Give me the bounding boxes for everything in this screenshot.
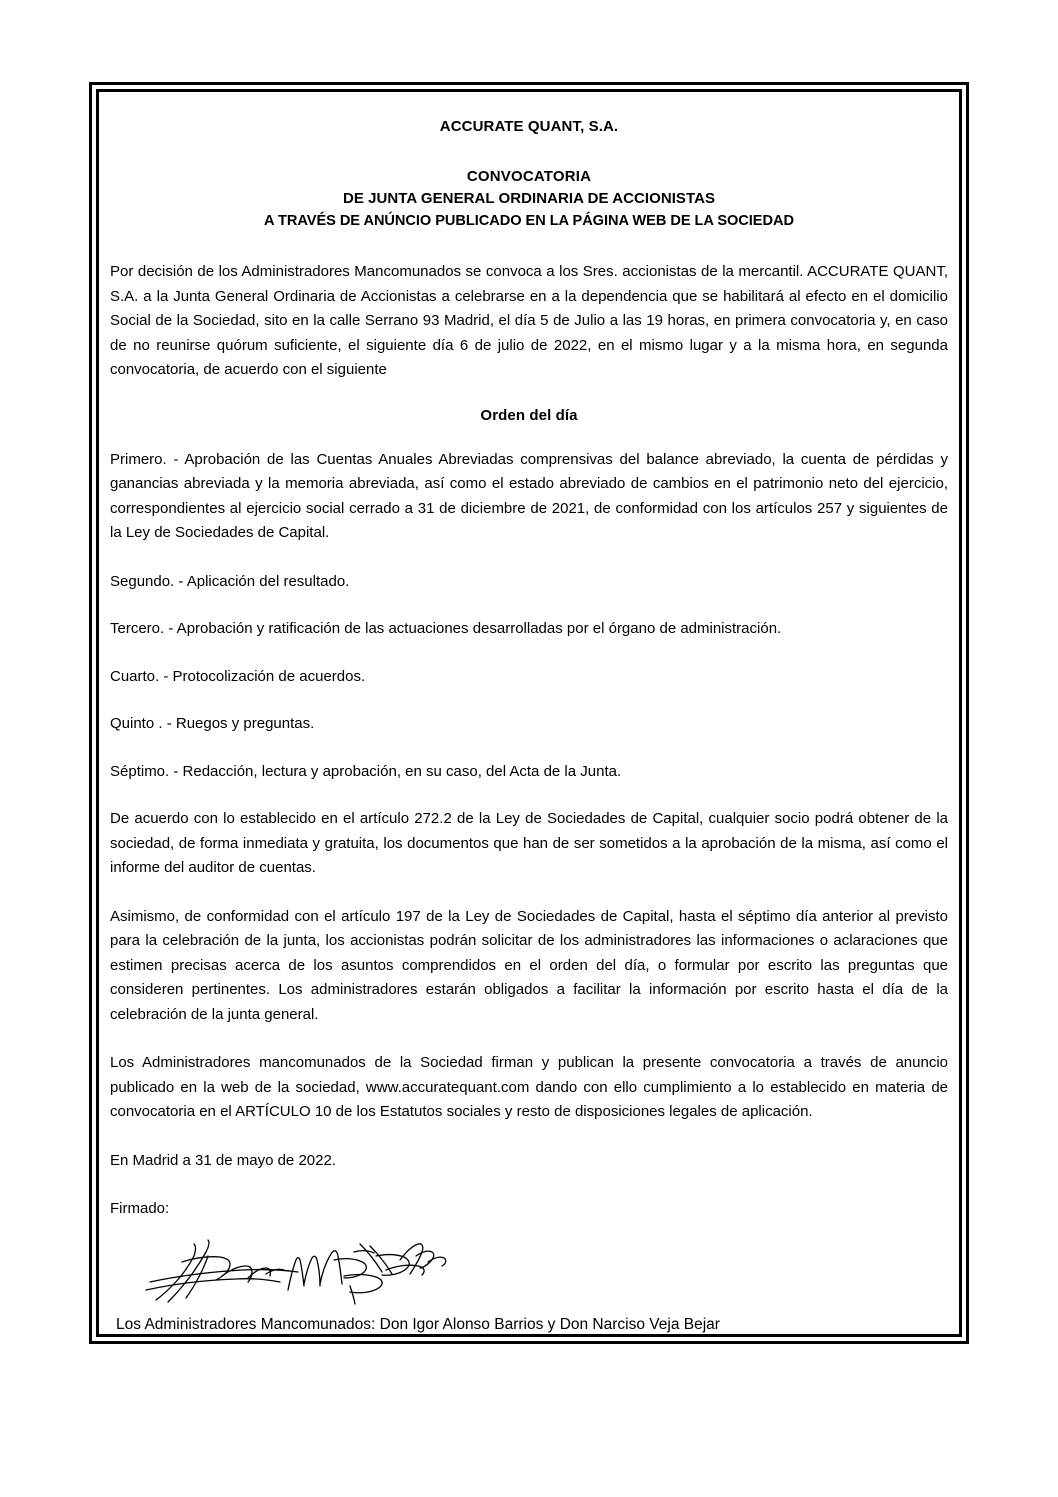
- paragraph-article-272: De acuerdo con lo establecido en el artículo 272.2 de la Ley de Sociedades de Capital, cualquier socio podrá obtener de la sociedad, de forma inmediata y gratuita, los documentos que han de ser sometidos a la aprobación de la misma, así como el informe del auditor de cuentas.: [110, 810, 948, 876]
- agenda-item-segundo: Segundo. - Aplicación del resultado.: [110, 572, 350, 590]
- handwritten-signature-icon: [138, 1226, 458, 1306]
- heading-line-junta: DE JUNTA GENERAL ORDINARIA DE ACCIONISTAS: [342, 190, 716, 207]
- agenda-item-quinto: Quinto . - Ruegos y preguntas.: [110, 715, 315, 732]
- agenda-item-cuarto: Cuarto. - Protocolización de acuerdos.: [110, 667, 366, 685]
- heading-line-web: A TRAVÉS DE ANÚNCIO PUBLICADO EN LA PÁGINA WEB DE LA SOCIEDAD: [264, 213, 794, 229]
- place-and-date: En Madrid a 31 de mayo de 2022.: [110, 1151, 336, 1169]
- agenda-item-primero: Primero. - Aprobación de las Cuentas Anuales Abreviadas comprensivas del balance abreviado, la cuenta de pérdidas y ganancias abreviada y la memoria abreviada, así como el estado abreviado de cambios en el patrimonio neto del ejercicio, correspondientes al ejercicio social cerrado a 31 de diciembre de 2021, de conformidad con los artículos 257 y siguientes de la Ley de Sociedades de Capital.: [110, 450, 948, 541]
- intro-paragraph: Por decisión de los Administradores Mancomunados se convoca a los Sres. accionistas de la mercantil. ACCURATE QUANT, S.A. a la Junta General Ordinaria de Accionistas a celebrarse en a la dependencia que se habilitará al efecto en el domicilio Social de la Sociedad, sito en la calle Serrano 93 Madrid, el día 5 de Julio a las 19 horas, en primera convocatoria y, en caso de no reunirse quórum suficiente, el siguiente día 6 de julio de 2022, en el mismo lugar y a la misma hora, en segunda convocatoria, de acuerdo con el siguiente: [110, 263, 948, 378]
- agenda-item-tercero: Tercero. - Aprobación y ratificación de las actuaciones desarrolladas por el órgano de administración.: [110, 620, 782, 637]
- paragraph-publication: Los Administradores mancomunados de la Sociedad firman y publican la presente convocatoria a través de anuncio publicado en la web de la sociedad, www.accuratequant.com dando con ello cumplimiento a lo establecido en materia de convocatoria en el ARTÍCULO 10 de los Estatutos sociales y resto de disposiciones legales de aplicación.: [110, 1054, 948, 1120]
- document-content: [110, 96, 948, 1336]
- company-title: ACCURATE QUANT, S.A.: [439, 118, 619, 135]
- administrators-footer: Los Administradores Mancomunados: Don Igor Alonso Barrios y Don Narciso Veja Bejar: [116, 1315, 720, 1333]
- agenda-item-septimo: Séptimo. - Redacción, lectura y aprobación, en su caso, del Acta de la Junta.: [110, 762, 622, 780]
- heading-line-convocatoria: CONVOCATORIA: [466, 168, 592, 185]
- paragraph-article-197: Asimismo, de conformidad con el artículo 197 de la Ley de Sociedades de Capital, hasta el séptimo día anterior al previsto para la celebración de la junta, los accionistas podrán solicitar de los administradores las informaciones o aclaraciones que estimen precisas acerca de los asuntos comprendidos en el orden del día, o formular por escrito las preguntas que consideren pertinentes. Los administradores estarán obligados a facilitar la información por escrito hasta el día de la celebración de la junta general.: [110, 907, 948, 1023]
- signature-block: [110, 1226, 948, 1310]
- agenda-heading: Orden del día: [480, 406, 578, 424]
- signed-label: Firmado:: [110, 1200, 170, 1217]
- document-heading: [110, 166, 948, 232]
